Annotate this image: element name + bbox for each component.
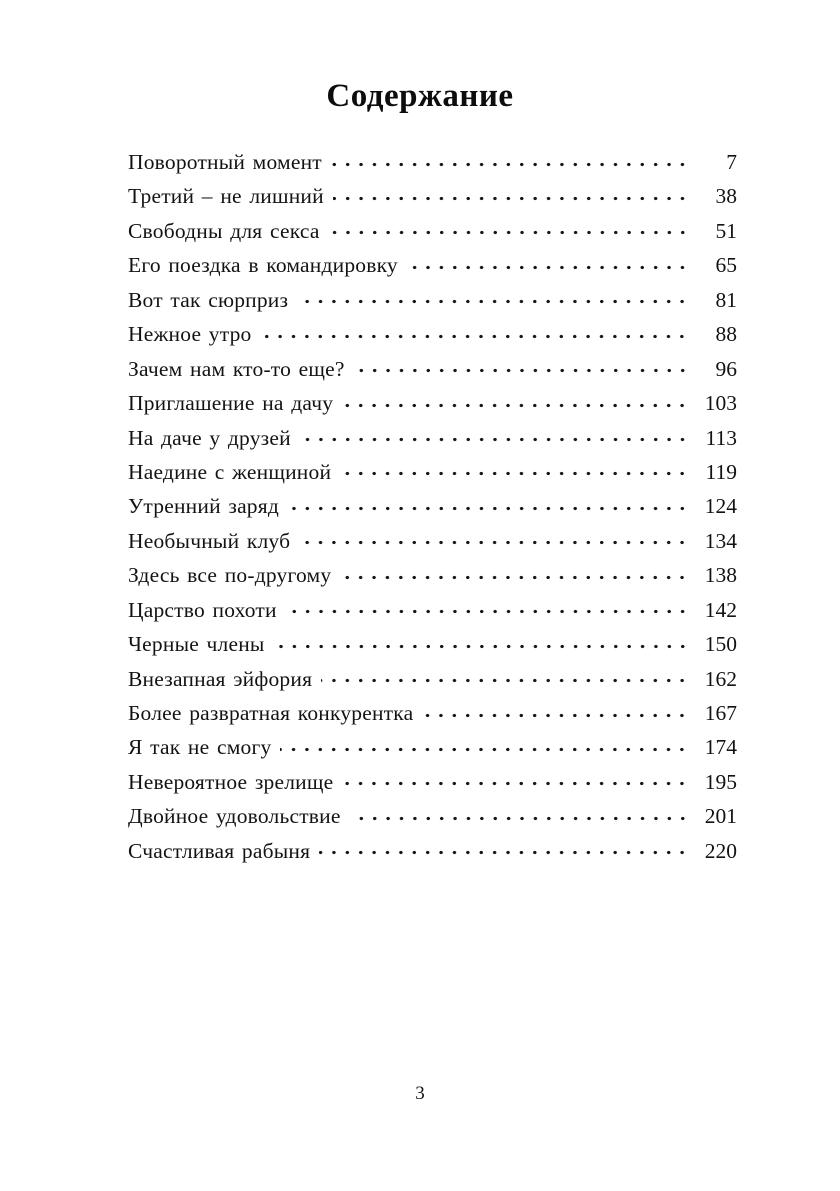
dot-leader xyxy=(340,455,690,489)
toc-entry-title: Его поездка в командировку xyxy=(128,253,398,278)
dot-leader xyxy=(319,834,690,868)
toc-entry xyxy=(128,834,737,868)
toc-entry xyxy=(128,248,737,282)
dot-leader xyxy=(340,558,690,592)
toc-entry-title: Вот так сюрприз xyxy=(128,287,289,312)
toc-entry-title: Необычный клуб xyxy=(128,528,291,553)
toc-entry-page: 103 xyxy=(704,391,737,416)
toc-entry-title: Нежное утро xyxy=(128,322,252,347)
toc-entry-page: 96 xyxy=(715,356,737,381)
toc-entry-title: Черные члены xyxy=(128,632,265,657)
dot-leader xyxy=(333,179,690,213)
toc-entry xyxy=(128,524,737,558)
toc-entry-title: Свободны для секса xyxy=(128,218,320,243)
toc-entry-page: 142 xyxy=(704,597,737,622)
toc-entry-page: 174 xyxy=(704,735,737,760)
toc-entry-title: Невероятное зрелище xyxy=(128,769,334,794)
toc-entry xyxy=(128,489,737,523)
toc-entry xyxy=(128,145,737,179)
dot-leader xyxy=(331,145,690,179)
toc-entry-page: 113 xyxy=(705,425,737,450)
dot-leader xyxy=(260,317,690,351)
dot-leader xyxy=(329,214,690,248)
dot-leader xyxy=(280,730,690,764)
toc-entry-page: 167 xyxy=(704,701,737,725)
toc-entry-title: Приглашение на дачу xyxy=(128,391,334,416)
toc-entry-title: Царство похоти xyxy=(128,597,277,622)
dot-leader xyxy=(299,524,690,558)
toc-entry-title: Я так не смогу xyxy=(128,735,272,760)
toc-entry xyxy=(128,696,737,730)
toc-entry xyxy=(128,386,737,420)
toc-entry-page: 65 xyxy=(715,253,737,278)
toc-entry xyxy=(128,455,737,489)
toc-entry-page: 124 xyxy=(704,494,737,519)
toc-entry-page: 201 xyxy=(704,804,737,829)
toc-entry-title: Более развратная конкурентка xyxy=(128,701,414,725)
toc-entry-page: 195 xyxy=(704,769,737,794)
toc-entry-title: Внезапная эйфория xyxy=(128,666,313,691)
page-title: Содержание xyxy=(326,78,514,114)
toc-entry xyxy=(128,214,737,248)
toc-entry-page: 38 xyxy=(715,184,737,209)
page-number: 3 xyxy=(415,1083,425,1104)
toc-entry xyxy=(128,593,737,627)
toc-entry xyxy=(128,730,737,764)
dot-leader xyxy=(297,283,690,317)
toc-entry-page: 134 xyxy=(704,528,737,553)
dot-leader xyxy=(321,662,690,696)
dot-leader xyxy=(300,421,690,455)
toc-entry xyxy=(128,558,737,592)
toc-entry-page: 150 xyxy=(704,632,737,657)
toc-entry-page: 162 xyxy=(704,666,737,691)
toc-entry-page: 88 xyxy=(715,322,737,347)
dot-leader xyxy=(342,765,690,799)
toc-entry-page: 51 xyxy=(715,218,737,243)
toc-entry xyxy=(128,179,737,213)
toc-entry xyxy=(128,627,737,661)
toc-entry xyxy=(128,662,737,696)
toc-entry-title: Поворотный момент xyxy=(128,150,322,174)
dot-leader xyxy=(422,696,690,730)
toc-entry-title: На даче у друзей xyxy=(128,425,291,450)
toc-entry-page: 220 xyxy=(704,838,737,863)
toc-entry-title: Здесь все по-другому xyxy=(128,563,332,588)
toc-entry-title: Утренний заряд xyxy=(128,494,279,519)
toc-entry xyxy=(128,421,737,455)
table-of-contents xyxy=(128,145,737,868)
toc-entry-page: 7 xyxy=(726,150,737,174)
toc-entry-page: 119 xyxy=(705,459,737,484)
dot-leader xyxy=(407,248,690,282)
dot-leader xyxy=(342,386,690,420)
dot-leader xyxy=(288,489,690,523)
toc-entry xyxy=(128,799,737,833)
toc-entry xyxy=(128,765,737,799)
dot-leader xyxy=(274,627,690,661)
dot-leader xyxy=(350,799,690,833)
toc-entry-page: 138 xyxy=(704,563,737,588)
toc-entry xyxy=(128,317,737,351)
dot-leader xyxy=(286,593,690,627)
dot-leader xyxy=(354,352,690,386)
toc-entry-title: Зачем нам кто-то еще? xyxy=(128,356,345,381)
toc-entry-title: Наедине с женщиной xyxy=(128,459,332,484)
toc-entry xyxy=(128,352,737,386)
toc-entry xyxy=(128,283,737,317)
toc-entry-title: Третий – не лишний xyxy=(128,184,324,209)
toc-entry-page: 81 xyxy=(715,287,737,312)
toc-entry-title: Счастливая рабыня xyxy=(128,838,311,863)
toc-entry-title: Двойное удовольствие xyxy=(128,804,341,829)
